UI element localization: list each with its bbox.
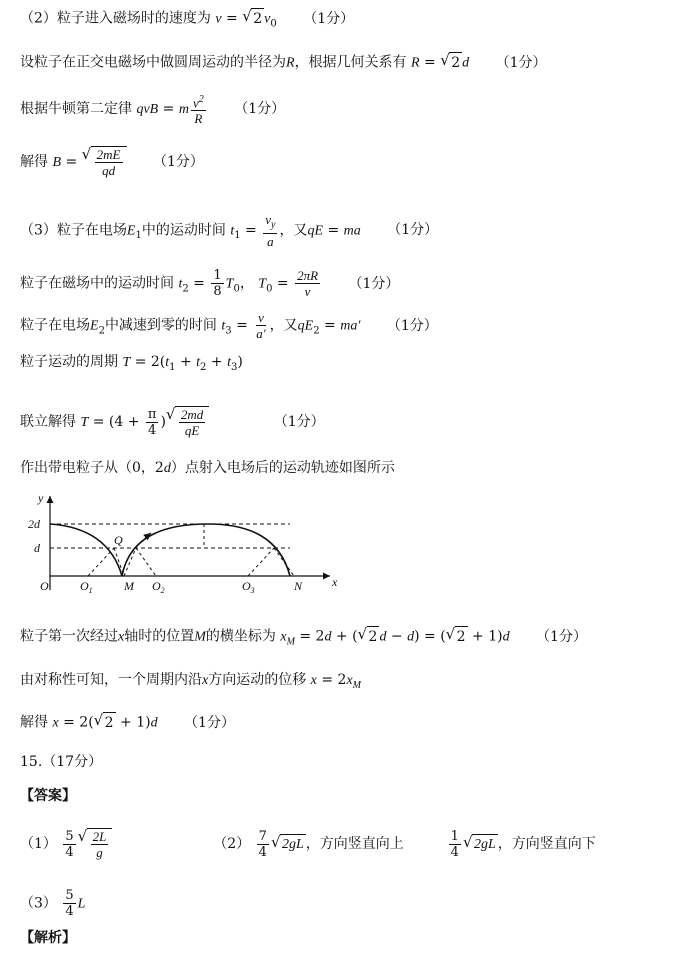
label-2d: 2d <box>28 517 40 531</box>
solution-line-velocity: （2）粒子进入磁场时的速度为 v = √ 2 $v_0$ （1分） <box>20 8 354 34</box>
label-origin: O <box>40 579 49 593</box>
solution-line-x-result: 解得 x = 2(√ 2 + 1)d （1分） <box>20 712 235 734</box>
solution-line-B: 解得 B = √ $\frac{2mE}{qd}$ （1分） <box>20 146 204 178</box>
solution-line-figure-intro: 作出带电粒子从（0，2d）点射入电场后的运动轨迹如图所示 <box>20 460 395 476</box>
answer-line-1-2: （1） $\frac{5}{4}$ √ $\frac{2L}{g}$ （2） $\frac{7}{4}$ √ 2gL ，方向竖直向上 $\frac{1}{4}$ √ 2gL ，方向竖直向下 <box>20 828 596 860</box>
label-O1: $O_1$ <box>80 579 93 595</box>
solution-line-T-result: 联立解得 T = (4 + $\frac{\pi}{4}$ ) √ $\frac{2md}{qE}$ （1分） <box>20 406 325 438</box>
solution-line-newton: 根据牛顿第二定律 qvB = m $\frac{v^2}{R}$ （1分） <box>20 94 286 127</box>
label-d: d <box>34 541 40 555</box>
solution-line-t3: 粒子在电场$E_2$中减速到零的时间 $t_3$ = $\frac{v}{a'}$ ，又$qE_2 = ma'$ （1分） <box>20 310 438 341</box>
y-axis-label: y <box>38 491 44 505</box>
score-mark: （1分） <box>303 10 355 27</box>
label-O3: $O_3$ <box>242 579 255 595</box>
solution-line-radius: 设粒子在正交电磁场中做圆周运动的半径为R，根据几何关系有 R = √ 2 d （1分） <box>20 52 547 74</box>
label-N: N <box>294 579 303 593</box>
trajectory-parabola <box>50 524 122 576</box>
analysis-heading: 【解析】 <box>20 930 76 946</box>
solution-line-t1: （3）粒子在电场$E_1$中的运动时间 $t_1$ = $\frac{v_y}{a}$ ，又qE = ma （1分） <box>20 212 439 249</box>
score-mark: （1分） <box>184 714 235 731</box>
label-O2: $O_2$ <box>152 579 165 595</box>
answer-line-3: （3） $\frac{5}{4}$ L <box>20 888 86 919</box>
question-number: 15.（17分） <box>20 754 103 770</box>
label-M: M <box>124 579 134 593</box>
answer-heading: 【答案】 <box>20 788 76 804</box>
solution-line-xM: 粒子第一次经过x轴时的位置M的横坐标为 $x_M = 2d$ + (√ 2 d − d) = (√ 2 + 1)d （1分） <box>20 626 587 652</box>
score-mark: （1分） <box>387 222 439 239</box>
label-Q: Q <box>114 533 123 547</box>
score-mark: （1分） <box>348 275 400 292</box>
score-mark: （1分） <box>234 101 286 118</box>
solution-line-t2: 粒子在磁场中的运动时间 $t_2$ = $\frac{1}{8}$ $T_0$， $T_0$ = $\frac{2\pi R}{v}$ （1分） <box>20 268 400 299</box>
score-mark: （1分） <box>273 414 325 430</box>
solution-line-period: 粒子运动的周期 $T = 2(t_1 + t_2 + t_3)$ <box>20 354 243 373</box>
trajectory-arc <box>122 524 290 576</box>
score-mark: （1分） <box>536 628 587 645</box>
score-mark: （1分） <box>495 54 547 71</box>
x-axis-label: x <box>332 575 338 589</box>
trajectory-figure <box>18 490 338 602</box>
solution-line-symmetry: 由对称性可知，一个周期内沿x方向运动的位移 $x = 2x_M$ <box>20 672 361 691</box>
score-mark: （1分） <box>386 317 438 334</box>
score-mark: （1分） <box>152 154 204 170</box>
